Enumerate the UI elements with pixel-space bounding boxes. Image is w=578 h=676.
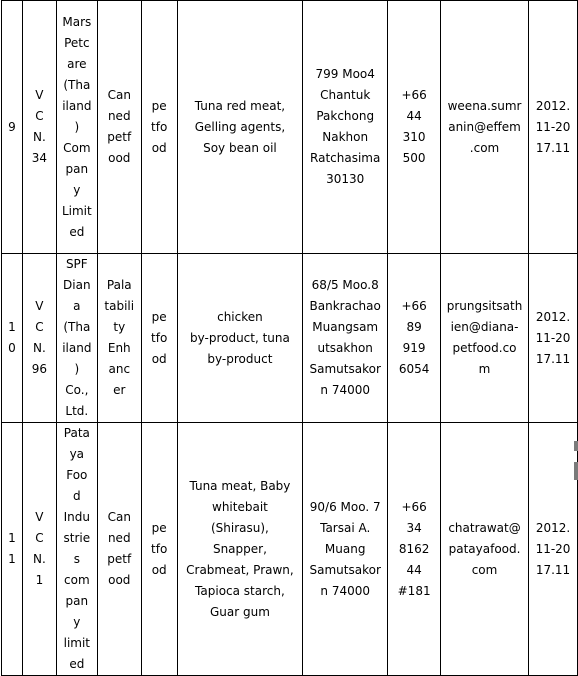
code-cell: V C N. 34 — [22, 1, 56, 254]
address-cell: 90/6 Moo. 7 Tarsai A. Muang Samutsakor n 74000 — [303, 423, 388, 676]
type-cell: pe tfo od — [141, 1, 177, 254]
ingredients-cell: chicken by-product, tuna by-product — [177, 254, 303, 423]
category-cell: Pala tabili ty Enh anc er — [97, 254, 141, 423]
table-row — [2, 1, 578, 254]
ingredients-cell: Tuna red meat, Gelling agents, Soy bean oil — [177, 1, 303, 254]
date-cell: 2012. 11-20 17.11 — [529, 1, 578, 254]
email-cell: prungsitsath ien@diana- petfood.co m — [441, 254, 529, 423]
code-cell: V C N. 96 — [22, 254, 56, 423]
row-number-cell: 1 1 — [2, 423, 23, 676]
phone-cell: +66 34 8162 44 #181 — [388, 423, 441, 676]
page-edge-marker — [574, 462, 578, 480]
table-row — [2, 254, 578, 423]
date-cell: 2012. 11-20 17.11 — [529, 254, 578, 423]
type-cell: pe tfo od — [141, 423, 177, 676]
type-cell: pe tfo od — [141, 254, 177, 423]
row-number-cell: 1 0 — [2, 254, 23, 423]
address-cell: 68/5 Moo.8 Bankrachao Muangsam utsakhon Samutsakor n 74000 — [303, 254, 388, 423]
email-cell: chatrawat@ patayafood. com — [441, 423, 529, 676]
company-cell: SPF Dian a (Tha iland ) Co., Ltd. — [56, 254, 97, 423]
address-cell: 799 Moo4 Chantuk Pakchong Nakhon Ratchasima 30130 — [303, 1, 388, 254]
page-edge-marker — [574, 441, 578, 451]
registration-table — [1, 0, 578, 676]
date-cell: 2012. 11-20 17.11 — [529, 423, 578, 676]
code-cell: V C N. 1 — [22, 423, 56, 676]
company-cell: Pata ya Foo d Indu strie s com pan y limit ed — [56, 423, 97, 676]
row-number-cell: 9 — [2, 1, 23, 254]
ingredients-cell: Tuna meat, Baby whitebait (Shirasu), Snapper, Crabmeat, Prawn, Tapioca starch, Guar gum — [177, 423, 303, 676]
email-cell: weena.sumr anin@effem .com — [441, 1, 529, 254]
phone-cell: +66 89 919 6054 — [388, 254, 441, 423]
table-row — [2, 423, 578, 676]
company-cell: Mars Petc are (Tha iland ) Com pan y Limit ed — [56, 1, 97, 254]
category-cell: Can ned petf ood — [97, 423, 141, 676]
phone-cell: +66 44 310 500 — [388, 1, 441, 254]
category-cell: Can ned petf ood — [97, 1, 141, 254]
